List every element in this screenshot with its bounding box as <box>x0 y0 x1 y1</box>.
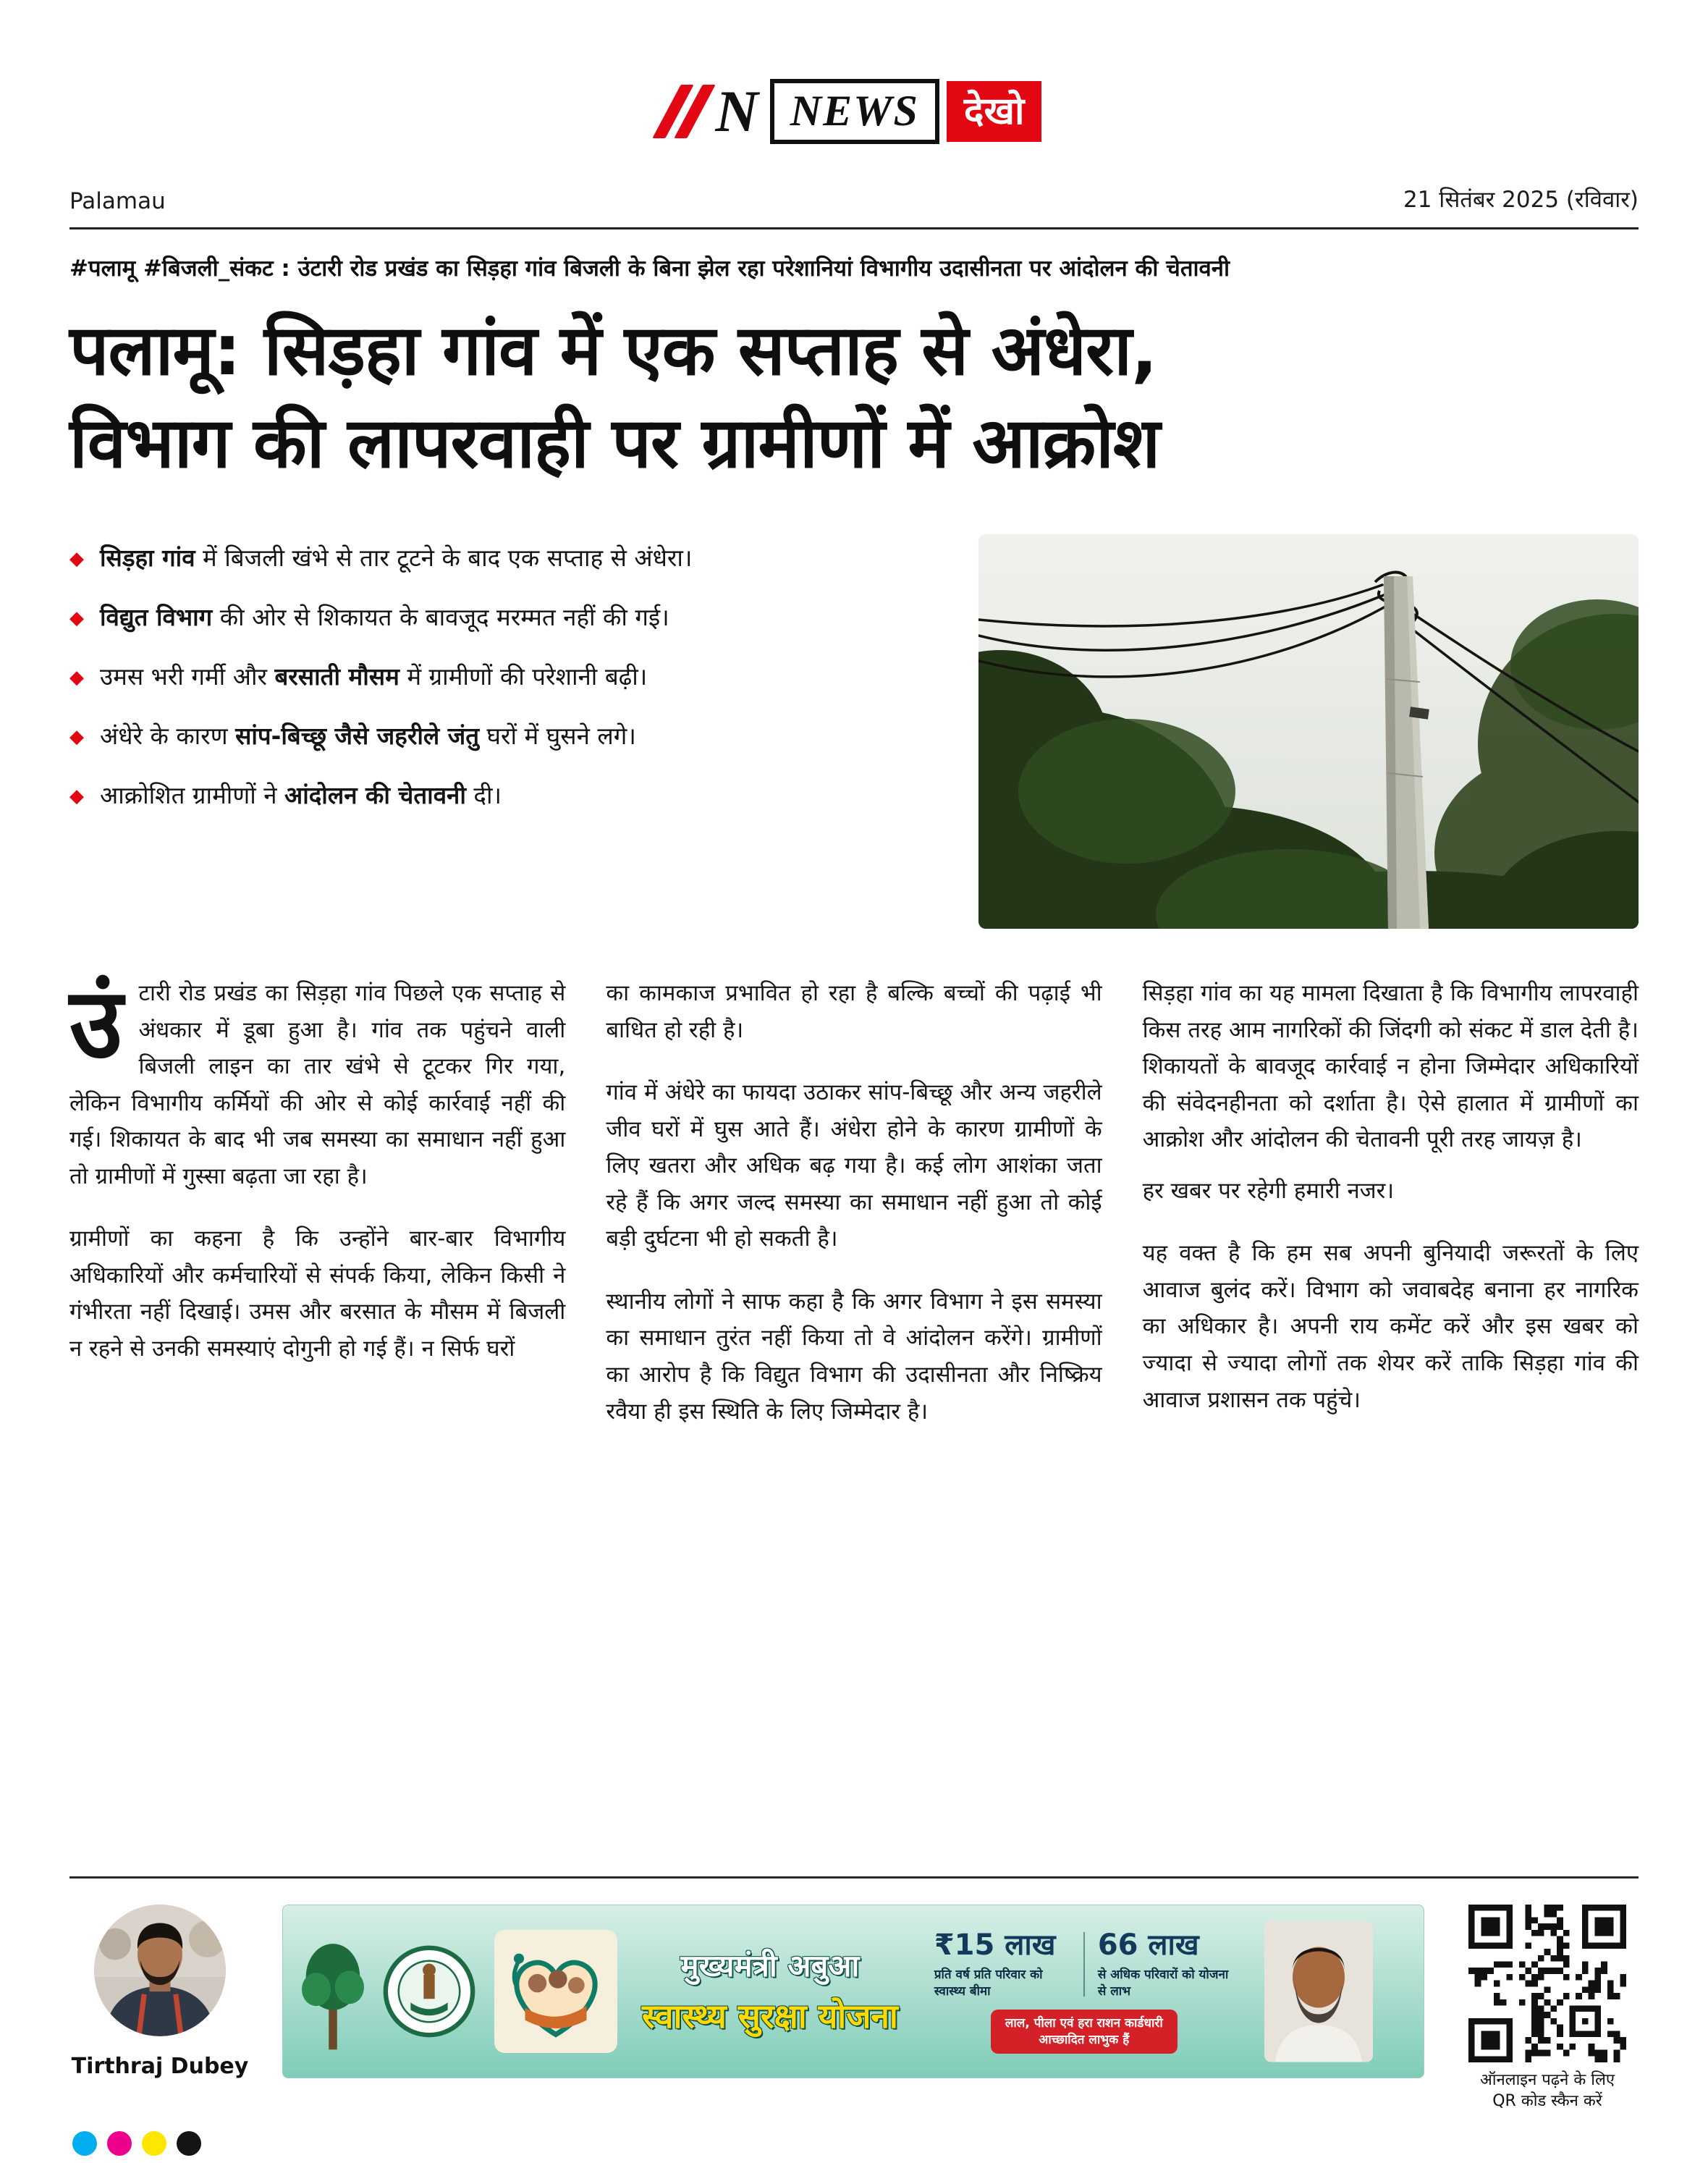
lead-section <box>69 534 1639 929</box>
date-label: 21 सितंबर 2025 (रविवार) <box>1403 187 1639 213</box>
qr-block <box>1456 1905 1639 2112</box>
location-label: Palamau <box>69 188 166 214</box>
ad-stat-insurance <box>923 1929 1082 2000</box>
paragraph: ग्रामीणों का कहना है कि उन्होंने बार-बार विभागीय अधिकारियों और कर्मचारियों से संपर्क किया, लेकिन किसी ने गंभीरता नहीं दिखाई। उमस और बरसात के मौसम में बिजली न रहने से उनकी समस्याएं दोगुनी हो गई हैं। न सिर्फ घरों <box>69 1226 566 1362</box>
bullet-diamond-icon: ◆ <box>69 548 84 570</box>
tree-icon <box>302 1923 364 2060</box>
author-avatar <box>94 1905 226 2036</box>
dateline-row <box>69 184 1639 229</box>
ad-stat-amount: 66 लाख <box>1097 1928 1199 1962</box>
paragraph: सिड़हा गांव का यह मामला दिखाता है कि विभागीय लापरवाही किस तरह आम नागरिकों की जिंदगी को संकट में डाल देती है। शिकायतों के बावजूद कार्रवाई न होना जिम्मेदार अधिकारियों की संवेदनहीनता को दर्शाता है। ऐसे हालात में ग्रामीणों का आक्रोश और आंदोलन की चेतावनी पूरी तरह जायज़ है। <box>1142 980 1639 1153</box>
qr-caption <box>1456 2070 1639 2112</box>
highlight-text: आक्रोशित ग्रामीणों ने आंदोलन की चेतावनी दी। <box>100 781 502 810</box>
pole-photo-illustration <box>978 534 1639 929</box>
ad-title-line-2: स्वास्थ्य सुरक्षा योजना <box>642 1997 898 2036</box>
paragraph: गांव में अंधेरे का फायदा उठाकर सांप-बिच्छू और अन्य जहरीले जीव घरों में घुस आते हैं। अंधेरा होने के कारण ग्रामीणों के लिए खतरा और अधिक बढ़ गया है। कई लोग आशंका जता रहे हैं कि अगर जल्द समस्या का समाधान नहीं हुआ तो कोई बड़ी दुर्घटना भी हो सकती है। <box>606 1079 1102 1252</box>
cyan-dot <box>72 2131 97 2156</box>
chief-minister-portrait <box>1264 1919 1373 2064</box>
paragraph: यह वक्त है कि हम सब अपनी बुनियादी जरूरतों के लिए आवाज बुलंद करें। विभाग को जवाबदेह बनाना हर नागरिक का अधिकार है। अपनी राय कमेंट करें और इस खबर को ज्यादा से ज्यादा लोगों तक शेयर करें ताकि सिड़हा गांव की आवाज प्रशासन तक पहुंचे। <box>1142 1240 1639 1413</box>
ad-stat-amount: ₹15 लाख <box>934 1928 1056 1962</box>
paragraph: हर खबर पर रहेगी हमारी नजर। <box>1142 1177 1395 1204</box>
kicker-line: #पलामू #बिजली_संकट : उंटारी रोड प्रखंड का सिड़हा गांव बिजली के बिना झेल रहा परेशानियां विभागीय उदासीनता पर आंदोलन की चेतावनी <box>69 256 1230 282</box>
highlight-text: विद्युत विभाग की ओर से शिकायत के बावजूद मरम्मत नहीं की गई। <box>100 603 669 632</box>
author-portrait-illustration <box>94 1905 226 2036</box>
page-footer <box>69 1876 1639 2112</box>
author-name: Tirthraj Dubey <box>71 2053 249 2079</box>
ad-stats <box>923 1929 1246 2054</box>
drop-cap: उं <box>69 967 123 1081</box>
masthead <box>69 0 1639 151</box>
qr-caption-line-1: ऑनलाइन पढ़ने के लिए <box>1479 2070 1615 2089</box>
article-column-1 <box>69 967 566 1456</box>
yellow-dot <box>142 2131 166 2156</box>
highlight-text: उमस भरी गर्मी और बरसाती मौसम में ग्रामीणों की परेशानी बढ़ी। <box>100 662 648 691</box>
qr-caption-line-2: QR कोड स्कैन करें <box>1492 2092 1602 2111</box>
bullet-diamond-icon: ◆ <box>69 726 84 749</box>
highlight-item <box>69 659 938 696</box>
logo-news-text: NEWS <box>770 79 939 144</box>
article-photo-broken-pole <box>978 534 1639 929</box>
ad-ribbon <box>991 2010 1178 2053</box>
bullet-diamond-icon: ◆ <box>69 607 84 630</box>
ad-stat-desc: प्रति वर्ष प्रति परिवार को स्वास्थ्य बीमा <box>934 1967 1043 1999</box>
ad-stat-families <box>1086 1929 1246 2000</box>
logo-dekho-text: देखो <box>947 81 1042 142</box>
highlight-text: अंधेरे के कारण सांप-बिच्छू जैसे जहरीले जंतु घरों में घुसने लगे। <box>100 722 636 751</box>
black-dot <box>177 2131 201 2156</box>
qr-code <box>1468 1905 1626 2062</box>
highlight-item <box>69 540 938 578</box>
ad-stat-desc: से अधिक परिवारों को योजना से लाभ <box>1097 1967 1229 1999</box>
paragraph: का कामकाज प्रभावित हो रहा है बल्कि बच्चों की पढ़ाई भी बाधित हो रही है। <box>606 980 1102 1043</box>
author-block <box>69 1905 250 2079</box>
news-dekho-logo <box>667 72 1042 151</box>
government-emblem-icon <box>383 1945 475 2038</box>
article-column-3 <box>1143 975 1639 1456</box>
ad-title <box>636 1944 904 2038</box>
ad-banner-health-scheme <box>282 1905 1424 2078</box>
highlights-list <box>69 534 938 929</box>
highlight-item <box>69 777 938 815</box>
ad-title-line-1: मुख्यमंत्री अबुआ <box>680 1948 860 1984</box>
paragraph: उंटारी रोड प्रखंड का सिड़हा गांव पिछले एक सप्ताह से अंधकार में डूबा हुआ है। गांव तक पहुंचने वाली बिजली लाइन का तार खंभे से टूटकर गिर गया, लेकिन विभागीय कर्मियों की ओर से कोई कार्रवाई नहीं की गई। शिकायत के बाद भी जब समस्या का समाधान नहीं हुआ तो ग्रामीणों में गुस्सा बढ़ता जा रहा है। <box>69 967 566 1189</box>
ad-ribbon-line-1: लाल, पीला एवं हरा राशन कार्डधारी <box>1005 2016 1163 2031</box>
bullet-diamond-icon: ◆ <box>69 667 84 689</box>
print-color-marks <box>72 2131 201 2156</box>
highlight-text: सिड़हा गांव में बिजली खंभे से तार टूटने के बाद एक सप्ताह से अंधेरा। <box>100 544 693 573</box>
headline <box>69 305 1639 489</box>
headline-line-1: पलामू: सिड़हा गांव में एक सप्ताह से अंधेरा, <box>69 310 1157 391</box>
health-heart-people-icon <box>494 1924 617 2059</box>
logo-letter-n: N <box>715 78 758 144</box>
bullet-diamond-icon: ◆ <box>69 785 84 808</box>
article-body <box>69 967 1639 1456</box>
divider <box>1083 1932 1085 1997</box>
magenta-dot <box>107 2131 132 2156</box>
headline-line-2: विभाग की लापरवाही पर ग्रामीणों में आक्रोश <box>69 402 1160 484</box>
ad-ribbon-line-2: आच्छादित लाभुक हैं <box>1039 2032 1130 2047</box>
paragraph: स्थानीय लोगों ने साफ कहा है कि अगर विभाग ने इस समस्या का समाधान तुरंत नहीं किया तो वे आंदोलन करेंगे। ग्रामीणों का आरोप है कि विद्युत विभाग की उदासीनता और निष्क्रिय रवैया ही इस स्थिति के लिए जिम्मेदार है। <box>606 1288 1102 1425</box>
article-column-2 <box>606 975 1102 1456</box>
highlight-item <box>69 718 938 756</box>
highlight-item <box>69 599 938 637</box>
